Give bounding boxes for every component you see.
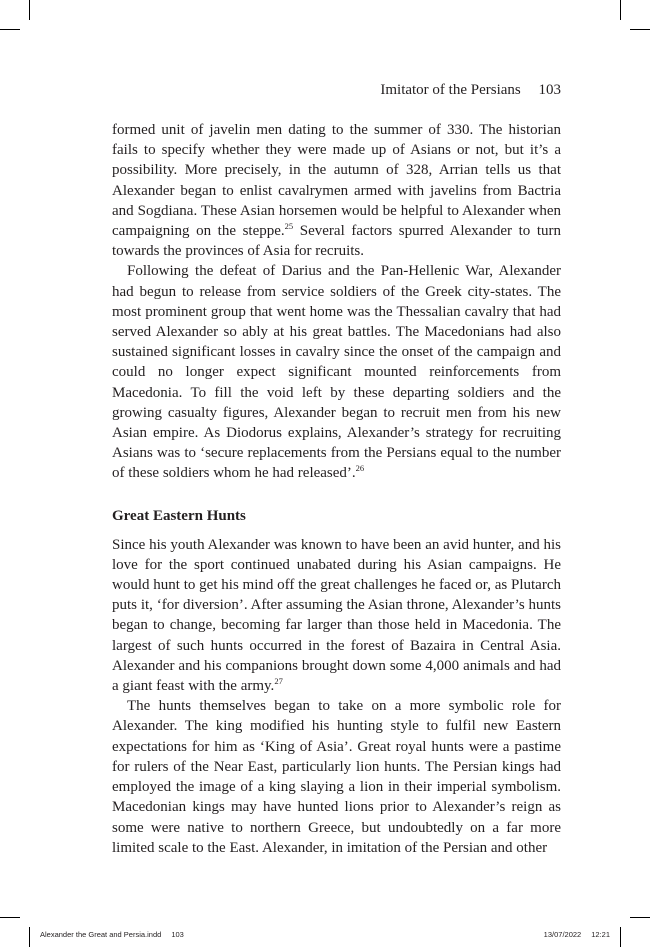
slug-timestamp bbox=[544, 930, 610, 939]
crop-mark-bottom-left-horizontal bbox=[0, 917, 20, 918]
footnote-ref: 26 bbox=[355, 463, 365, 474]
body-text bbox=[112, 120, 561, 858]
crop-mark-bottom-right-horizontal bbox=[630, 917, 650, 918]
crop-mark-top-left-horizontal bbox=[0, 29, 20, 30]
footnote-ref: 27 bbox=[274, 676, 283, 687]
page-number: 103 bbox=[538, 82, 561, 98]
section-heading: Great Eastern Hunts bbox=[112, 507, 246, 524]
slug-file-page: 103 bbox=[171, 930, 184, 939]
crop-mark-bottom-left bbox=[29, 927, 30, 947]
crop-mark-top-left bbox=[29, 0, 30, 20]
paragraph: Following the defeat of Darius and the Pan-Hellenic War, Alexander had begun to release from service soldiers of the Greek city-states. The most prominent group that went home was the Thessalian cavalry that had served Alexander so ably at his great battles. The Macedonians had also sustained significant losses in cavalry since the onset of the campaign and could no longer expect significant mounted reinforcements from Macedonia. To fill the void left by these departing soldiers and the growing casualty figures, Alexander began to recruit men from his new Asian empire. As Diodorus explains, Alexander’s strategy for recruiting Asians was to ‘secure replacements from the Persians equal to the number of these soldiers whom he had released’.$^{26}$ bbox=[112, 263, 561, 482]
crop-mark-top-right bbox=[620, 0, 621, 20]
paragraph: Since his youth Alexander was known to have been an avid hunter, and his love for the sport continued unabated during his Asian campaigns. He would hunt to get his mind off the great challenges he faced or, as Plutarch puts it, ‘for diversion’. After assuming the Asian throne, Alexander’s hunts began to change, becoming far larger than those held in Macedonia. The largest of such hunts occurred in the forest of Bazaira in Central Asia. Alexander and his companions brought down some 4,000 animals and had a giant feast with the army.$^{27}$ bbox=[112, 536, 561, 695]
slug-file-name: Alexander the Great and Persia.indd bbox=[40, 930, 162, 939]
paragraph: formed unit of javelin men dating to the summer of 330. The historian fails to specify whether they were made up of Asians or not, but it’s a possibility. More precisely, in the autumn of 328, Arrian tells us that Alexander began to enlist cavalrymen armed with javelins from Bactria and Sogdiana. These Asian horsemen would be helpful to Alexander when campaigning on the steppe.$^{25}$ Several factors spurred Alexander to turn towards the provinces of Asia for recruits. bbox=[112, 122, 561, 260]
running-head-title: Imitator of the Persians bbox=[380, 82, 521, 98]
crop-mark-bottom-right bbox=[620, 927, 621, 947]
slug-date: 13/07/2022 bbox=[543, 930, 582, 939]
footnote-ref: 25 bbox=[284, 221, 294, 232]
slug-time: 12:21 bbox=[591, 930, 610, 939]
paragraph: The hunts themselves began to take on a more symbolic role for Alexander. The king modified his hunting style to fulfil new Eastern expectations for him as ‘King of Asia’. Great royal hunts were a pastime for rulers of the Near East, particularly lion hunts. The Persian kings had employed the image of a king slaying a lion in their imperial symbolism. Macedonian kings may have hunted lions prior to Alexander’s reign as some were native to northern Greece, but undoubtedly on a far more limited scale to the East. Alexander, in imitation of the Persian and other bbox=[112, 698, 561, 856]
crop-mark-top-right-horizontal bbox=[630, 29, 650, 30]
slug-file-info bbox=[40, 930, 184, 939]
running-head bbox=[380, 80, 561, 100]
